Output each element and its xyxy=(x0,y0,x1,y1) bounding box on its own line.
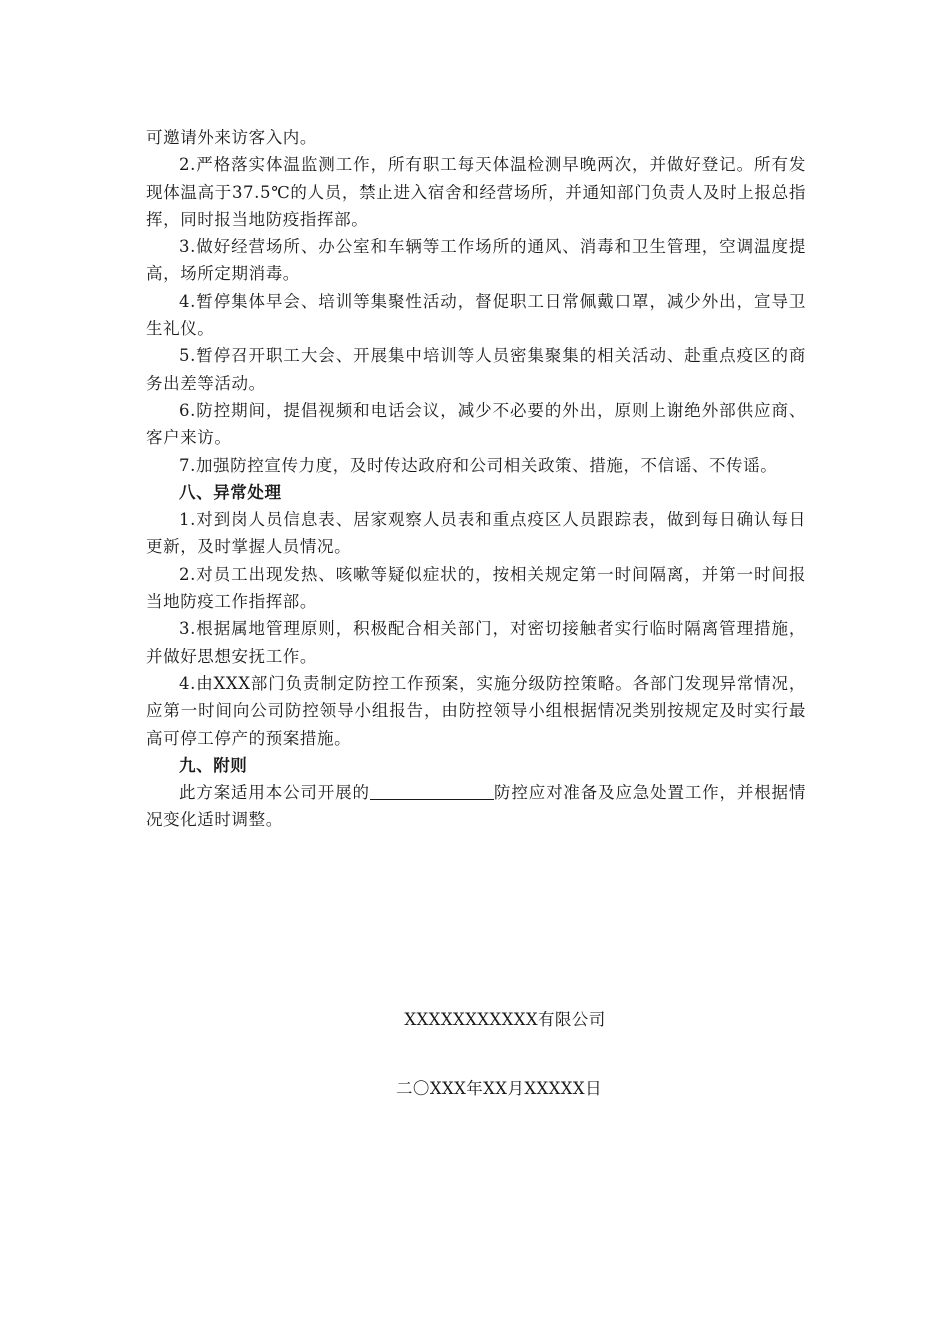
section-8-item-2: 2.对员工出现发热、咳嗽等疑似症状的，按相关规定第一时间隔离，并第一时间报当地防疫工作指挥部。 xyxy=(146,564,806,612)
signature-date: 二〇XXX年XX月XXXXX日 xyxy=(396,1079,602,1098)
document-body xyxy=(146,124,806,834)
section-8-item-1: 1.对到岗人员信息表、居家观察人员表和重点疫区人员跟踪表，做到每日确认每日更新，及时掌握人员情况。 xyxy=(146,510,806,557)
paragraph-item-3: 3.做好经营场所、办公室和车辆等工作场所的通风、消毒和卫生管理，空调温度提高，场所定期消毒。 xyxy=(146,237,806,284)
paragraph-item-2: 2.严格落实体温监测工作，所有职工每天体温检测早晚两次，并做好登记。所有发现体温高于37.5℃的人员，禁止进入宿舍和经营场所，并通知部门负责人及时上报总指挥，同时报当地防疫指挥部。 xyxy=(146,155,806,229)
paragraph-item-4: 4.暂停集体早会、培训等集聚性活动，督促职工日常佩戴口罩，减少外出，宣导卫生礼仪。 xyxy=(146,291,806,339)
section-8-item-4: 4.由XXX部门负责制定防控工作预案，实施分级防控策略。各部门发现异常情况，应第一时间向公司防控领导小组报告，由防控领导小组根据情况类别按规定及时实行最高可停工停产的预案措施。 xyxy=(146,673,806,748)
paragraph-item-5: 5.暂停召开职工大会、开展集中培训等人员密集聚集的相关活动、赴重点疫区的商务出差等活动。 xyxy=(146,346,806,393)
section-8-item-3: 3.根据属地管理原则，积极配合相关部门，对密切接触者实行临时隔离管理措施，并做好思想安抚工作。 xyxy=(146,619,806,666)
paragraph-item-7: 7.加强防控宣传力度，及时传达政府和公司相关政策、措施，不信谣、不传谣。 xyxy=(179,455,778,475)
section-9-text-before: 此方案适用本公司开展的 xyxy=(179,783,370,803)
section-9-heading: 九、附则 xyxy=(179,755,248,775)
paragraph-continuation: 可邀请外来访客入内。 xyxy=(146,128,317,147)
paragraph-item-6: 6.防控期间，提倡视频和电话会议，减少不必要的外出，原则上谢绝外部供应商、客户来访。 xyxy=(146,400,806,448)
signature-company: XXXXXXXXXXX有限公司 xyxy=(404,1010,606,1029)
section-9-text-after: 防控应对准备及应急处置工作，并根据情况变化适时调整。 xyxy=(146,783,806,830)
fill-in-blank xyxy=(370,783,494,800)
section-8-heading: 八、异常处理 xyxy=(179,482,282,502)
section-9-paragraph xyxy=(146,779,806,834)
